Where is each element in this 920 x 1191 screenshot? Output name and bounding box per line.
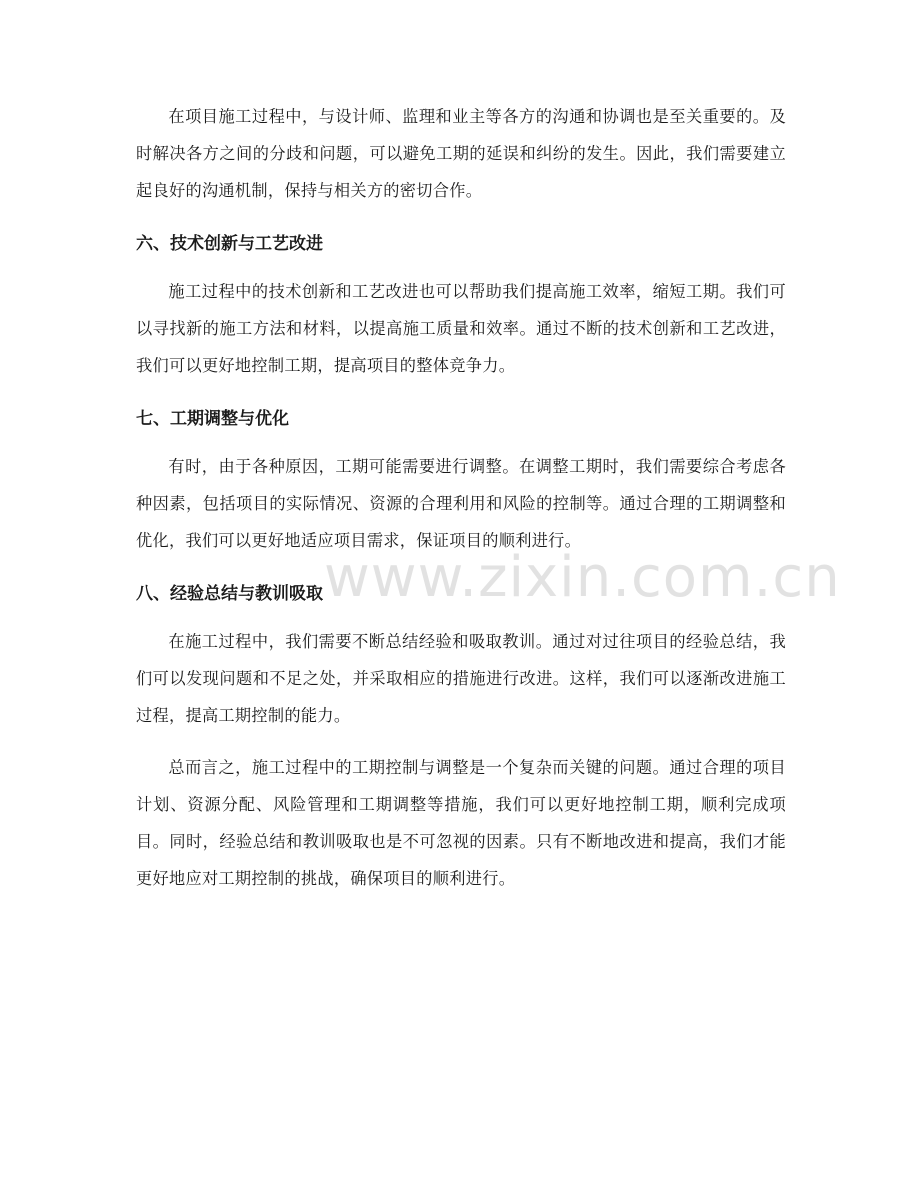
paragraph-tech-innovation: 施工过程中的技术创新和工艺改进也可以帮助我们提高施工效率，缩短工期。我们可以寻找新的施工方法和材料，以提高施工质量和效率。通过不断的技术创新和工艺改进，我们可以更好地控制工期，提高项目的整体竞争力。 [136, 282, 786, 375]
spacer [136, 559, 786, 579]
paragraph-schedule-adjustment: 有时，由于各种原因，工期可能需要进行调整。在调整工期时，我们需要综合考虑各种因素，包括项目的实际情况、资源的合理利用和风险的控制等。通过合理的工期调整和优化，我们可以更好地适应项目需求，保证项目的顺利进行。 [136, 457, 786, 550]
section-heading-7: 七、工期调整与优化 [136, 409, 289, 429]
spacer [136, 259, 786, 273]
spacer [136, 209, 786, 229]
paragraph-communication: 在项目施工过程中，与设计师、监理和业主等各方的沟通和协调也是至关重要的。及时解决各方之间的分歧和问题，可以避免工期的延误和纠纷的发生。因此，我们需要建立起良好的沟通机制，保持与相关方的密切合作。 [136, 107, 786, 200]
paragraph-lessons-learned: 在施工过程中，我们需要不断总结经验和吸取教训。通过对过往项目的经验总结，我们可以发现问题和不足之处，并采取相应的措施进行改进。这样，我们可以逐渐改进施工过程，提高工期控制的能力。 [136, 632, 786, 725]
spacer [136, 609, 786, 623]
paragraph-conclusion: 总而言之，施工过程中的工期控制与调整是一个复杂而关键的问题。通过合理的项目计划、资源分配、风险管理和工期调整等措施，我们可以更好地控制工期，顺利完成项目。同时，经验总结和教训吸取也是不可忽视的因素。只有不断地改进和提高，我们才能更好地应对工期控制的挑战，确保项目的顺利进行。 [136, 758, 786, 888]
document-page [136, 98, 786, 897]
spacer [136, 734, 786, 749]
spacer [136, 384, 786, 404]
watermark-text: www.zixin.com.cn [324, 545, 841, 610]
spacer [136, 434, 786, 448]
section-heading-8: 八、经验总结与教训吸取 [136, 584, 323, 604]
section-heading-6: 六、技术创新与工艺改进 [136, 234, 323, 254]
